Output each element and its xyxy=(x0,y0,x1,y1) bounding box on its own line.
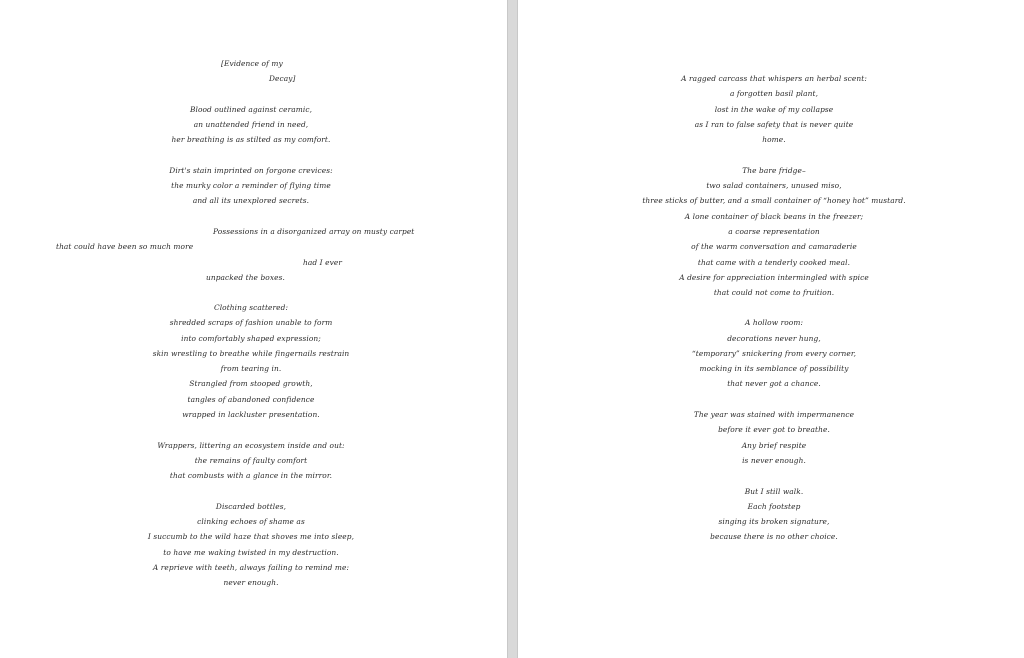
poem-line: Possessions in a disorganized array on musty carpet xyxy=(213,227,415,236)
poem-line: that combusts with a glance in the mirror. xyxy=(169,471,333,480)
poem-line: and all its unexplored secrets. xyxy=(192,196,310,205)
poem-line: skin wrestling to breathe while fingernails restrain xyxy=(152,349,350,358)
poem-line: A desire for appreciation intermingled with spice xyxy=(679,273,869,282)
document-page-left xyxy=(0,0,507,658)
poem-line: decorations never hung, xyxy=(727,334,821,343)
page-gutter xyxy=(507,0,518,658)
poem-line: an unattended friend in need, xyxy=(193,120,309,129)
poem-line: a forgotten basil plant, xyxy=(729,89,819,98)
poem-line: to have me waking twisted in my destruction. xyxy=(163,548,339,557)
poem-line: wrapped in lackluster presentation. xyxy=(182,410,320,419)
poem-line: The year was stained with impermanence xyxy=(693,410,855,419)
poem-line: “temporary” snickering from every corner, xyxy=(691,349,857,358)
poem-line: her breathing is as stilted as my comfort. xyxy=(171,135,331,144)
poem-line: the remains of faulty comfort xyxy=(194,456,308,465)
poem-line: Clothing scattered: xyxy=(213,303,289,312)
document-page-right xyxy=(518,0,1024,658)
poem-line: two salad containers, unused miso, xyxy=(706,181,842,190)
poem-title-line: Decay] xyxy=(269,74,296,83)
poem-line: that came with a tenderly cooked meal. xyxy=(697,258,851,267)
poem-line: never enough. xyxy=(223,578,279,587)
poem-line: A lone container of black beans in the freezer; xyxy=(684,212,864,221)
poem-line: that never got a chance. xyxy=(727,379,821,388)
poem-line: Any brief respite xyxy=(741,441,807,450)
poem-line: But I still walk. xyxy=(744,487,804,496)
poem-line: that could not come to fruition. xyxy=(713,288,835,297)
poem-line: Wrappers, littering an ecosystem inside and out: xyxy=(157,441,345,450)
poem-line: A reprieve with teeth, always failing to remind me: xyxy=(152,563,350,572)
poem-line: The bare fridge– xyxy=(742,166,806,175)
poem-line: is never enough. xyxy=(742,456,806,465)
poem-line: home. xyxy=(762,135,786,144)
poem-title-line: [Evidence of my xyxy=(221,59,283,68)
poem-line: singing its broken signature, xyxy=(718,517,830,526)
poem-line: mocking in its semblance of possibility xyxy=(699,364,849,373)
poem-line: into comfortably shaped expression; xyxy=(181,334,321,343)
poem-line: had I ever xyxy=(303,258,342,267)
poem-line: that could have been so much more xyxy=(56,242,194,251)
poem-line: Strangled from stooped growth, xyxy=(189,379,313,388)
poem-line: because there is no other choice. xyxy=(710,532,838,541)
poem-line: Each footstep xyxy=(747,502,801,511)
poem-line: A ragged carcass that whispers an herbal scent: xyxy=(681,74,867,83)
poem-line: a coarse representation xyxy=(728,227,820,236)
poem-line: shredded scraps of fashion unable to form xyxy=(169,318,333,327)
poem-line: lost in the wake of my collapse xyxy=(714,105,834,114)
poem-line: Discarded bottles, xyxy=(215,502,287,511)
poem-line: Dirt's stain imprinted on forgone crevices: xyxy=(169,166,333,175)
poem-line: from tearing in. xyxy=(220,364,282,373)
poem-line: Blood outlined against ceramic, xyxy=(189,105,313,114)
poem-line: tangles of abandoned confidence xyxy=(187,395,315,404)
poem-line: I succumb to the wild haze that shoves me into sleep, xyxy=(147,532,355,541)
poem-line: three sticks of butter, and a small container of “honey hot” mustard. xyxy=(642,196,906,205)
poem-line: A hollow room: xyxy=(744,318,804,327)
poem-line: before it ever got to breathe. xyxy=(718,425,830,434)
poem-line: clinking echoes of shame as xyxy=(197,517,305,526)
poem-line: as I ran to false safety that is never quite xyxy=(694,120,854,129)
poem-line: of the warm conversation and camaraderie xyxy=(691,242,857,251)
poem-line: unpacked the boxes. xyxy=(206,273,285,282)
poem-line: the murky color a reminder of flying time xyxy=(171,181,331,190)
